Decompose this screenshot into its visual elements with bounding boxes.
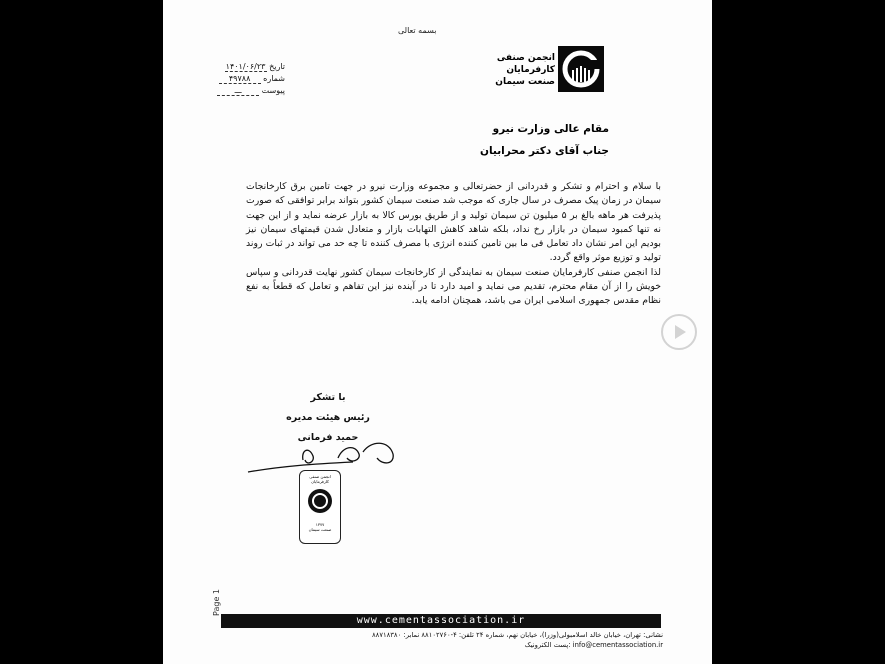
org-name <box>493 52 555 88</box>
play-icon <box>673 324 687 340</box>
number-row <box>205 74 285 84</box>
date-row <box>205 62 285 72</box>
play-button[interactable] <box>661 314 697 350</box>
stamp-year: ۱۳۷۷ <box>315 522 325 527</box>
letter-body <box>246 180 661 309</box>
org-line2: کارفرمایان <box>506 65 555 75</box>
addressee <box>443 118 609 162</box>
number-value: ۴۹۷۸۸ <box>219 74 261 84</box>
stamp-top-text: انجمن صنفی کارفرمایان <box>309 474 331 484</box>
org-line1: انجمن صنفی <box>496 53 555 63</box>
date-value: ۱۴۰۱/۰۶/۲۳ <box>225 62 266 71</box>
number-label: شماره <box>263 74 285 83</box>
document-page <box>163 0 712 664</box>
attachment-value: ـــ <box>217 86 259 96</box>
attachment-label: پیوست <box>261 86 285 95</box>
stamp-bottom-text: صنعت سیمان <box>308 527 332 532</box>
attachment-row <box>205 86 285 96</box>
footer-address-block <box>215 630 663 650</box>
stamp-logo-icon <box>300 484 340 518</box>
org-line3: صنعت سیمان <box>495 77 555 87</box>
footer-email: info@cementassociation.ir :پست الکترونیک <box>524 641 663 649</box>
body-paragraph-2: لذا انجمن صنفی کارفرمایان صنعت سیمان به نمایندگی از کارخانجات سیمان کشور نهایت قدردانی و سپاس خویش را از آن مقام محترم، تقدیم می نماید و امید دارد تا در آینده نیز این تفاهم و تعامل که قطعاً به نفع نظام مقدس جمهوری اسلامی ایران می باشد، همچنان ادامه یابد. <box>246 266 661 307</box>
top-mark: بسمه تعالی <box>398 26 437 35</box>
signature-name: حمید فرمانی <box>297 432 359 443</box>
signature-title: رئیس هیئت مدیره <box>286 412 370 423</box>
addressee-line1: مقام عالی وزارت نیرو <box>492 123 609 135</box>
cement-logo-icon <box>558 46 604 92</box>
body-paragraph-1: با سلام و احترام و تشکر و قدردانی از حضرتعالی و مجموعه وزارت نیرو در جهت تامین برق کارخانجات سیمان در زمان پیک مصرف در سال جاری که موجب شد صنعت سیمان کشور بتواند برابر توافقی که صورت پذیرفت هر ماهه بالغ بر ۵ میلیون تن سیمان تولید و از طریق بورس کالا به بازار عرضه نماید و از این جهت نه تنها کمبود سیمان در بازار رخ نداد، بلکه شاهد کاهش التهابات بازار و متعادل شدن قیمتهای سیمان نیز بودیم این امر نشان داد تعامل فی ما بین تامین کننده انرژی با مصرف کننده تا چه حد می تواند در ثبات روند تولید و توزیع موثر واقع گردد. <box>246 181 661 264</box>
official-stamp <box>299 470 341 544</box>
signature-thanks: با تشکر <box>310 392 346 403</box>
footer-address: نشانی: تهران، خیابان خالد اسلامبولی(وزرا)، خیابان نهم، شماره ۲۴ تلفن: ۴-۸۸۱۰۲۷۶۰ نمابر: ۸۸۷۱۸۳۸۰ <box>372 631 663 639</box>
page-mark: Page 1 <box>212 589 221 616</box>
footer-website: www.cementassociation.ir <box>221 614 661 628</box>
addressee-line2: جناب آقای دکتر محرابیان <box>480 145 609 157</box>
date-label: تاریخ <box>269 62 285 71</box>
